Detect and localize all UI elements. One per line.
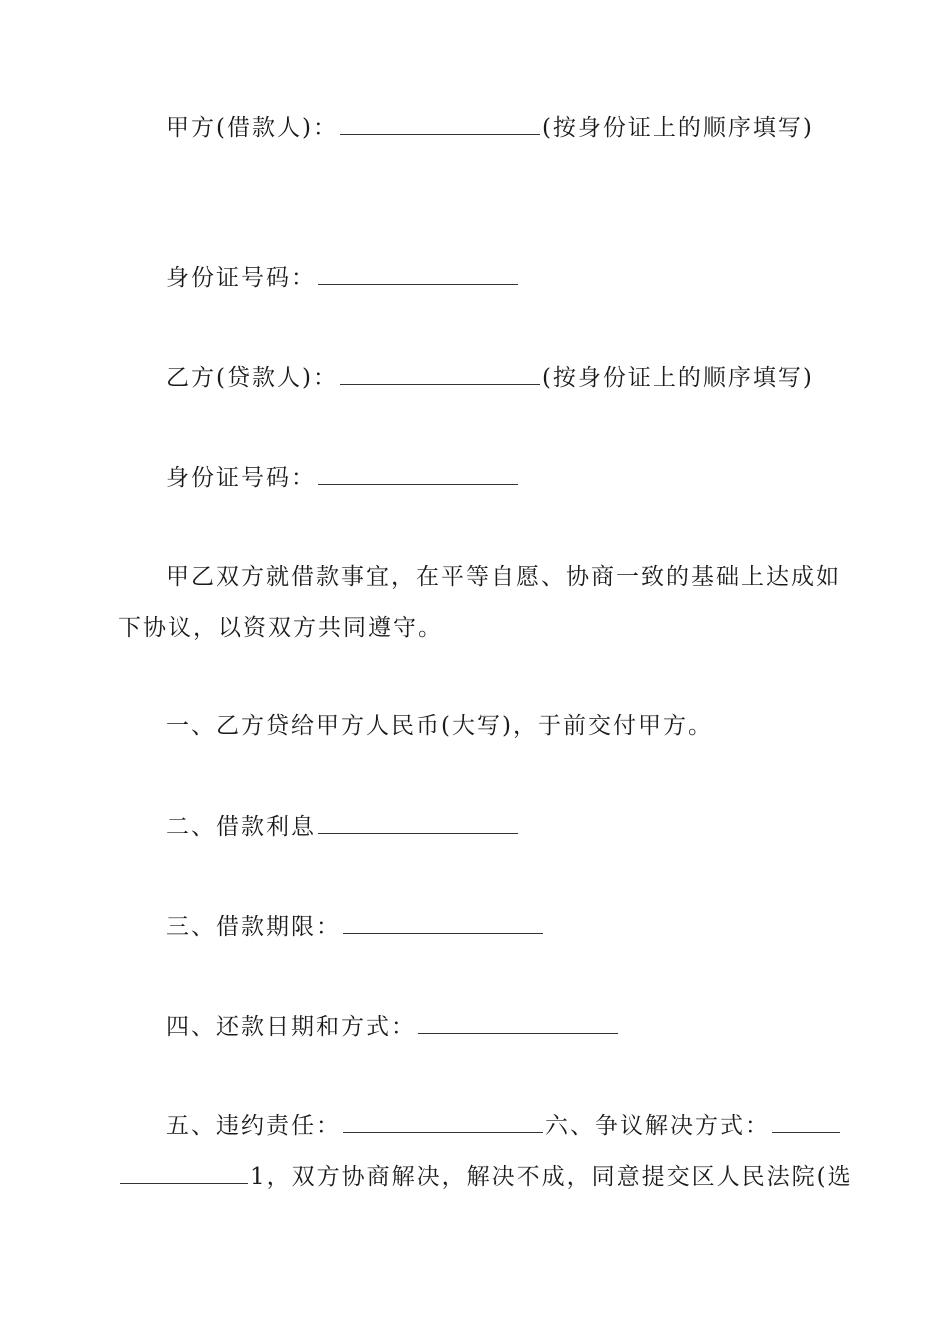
- party-a-line: [0, 112, 950, 143]
- repayment-blank: [418, 1011, 618, 1034]
- party-a-label: 甲方(借款人)：: [166, 115, 338, 141]
- party-b-id-blank: [318, 462, 518, 485]
- clause-5-line: [0, 1110, 950, 1141]
- clause-1: 一、乙方贷给甲方人民币(大写)，于前交付甲方。: [166, 713, 713, 739]
- party-a-id-label: 身份证号码：: [166, 265, 316, 291]
- party-a-id-blank: [318, 262, 518, 285]
- party-b-id-line: [0, 462, 950, 493]
- clause-5-label: 五、违约责任：: [166, 1113, 341, 1139]
- clause-2: [0, 811, 950, 842]
- party-b-id-label: 身份证号码：: [166, 465, 316, 491]
- clause-6-text: 1，双方协商解决，解决不成，同意提交区人民法院(选: [250, 1164, 853, 1190]
- clause-4-label: 四、还款日期和方式：: [166, 1014, 416, 1040]
- clause-2-label: 二、借款利息: [166, 814, 316, 840]
- interest-blank: [318, 811, 518, 834]
- dispute-blank-start: [772, 1110, 840, 1133]
- party-b-name-blank: [340, 362, 540, 385]
- party-a-id-line: [0, 262, 950, 293]
- liability-blank: [343, 1110, 543, 1133]
- term-blank: [343, 911, 543, 934]
- intro-line-1: 甲乙双方就借款事宜，在平等自愿、协商一致的基础上达成如: [166, 564, 841, 590]
- party-a-name-blank: [340, 112, 540, 135]
- party-b-label: 乙方(贷款人)：: [166, 365, 338, 391]
- clause-3-label: 三、借款期限：: [166, 914, 341, 940]
- dispute-blank-end: [120, 1161, 248, 1184]
- clause-4: [0, 1011, 950, 1042]
- clause-6-continuation: [0, 1161, 950, 1192]
- clause-6-label: 六、争议解决方式：: [545, 1113, 770, 1139]
- intro-line-2: 下协议，以资双方共同遵守。: [118, 615, 443, 641]
- clause-3: [0, 911, 950, 942]
- party-b-note: (按身份证上的顺序填写): [541, 365, 814, 391]
- party-b-line: [0, 362, 950, 393]
- party-a-note: (按身份证上的顺序填写): [541, 115, 814, 141]
